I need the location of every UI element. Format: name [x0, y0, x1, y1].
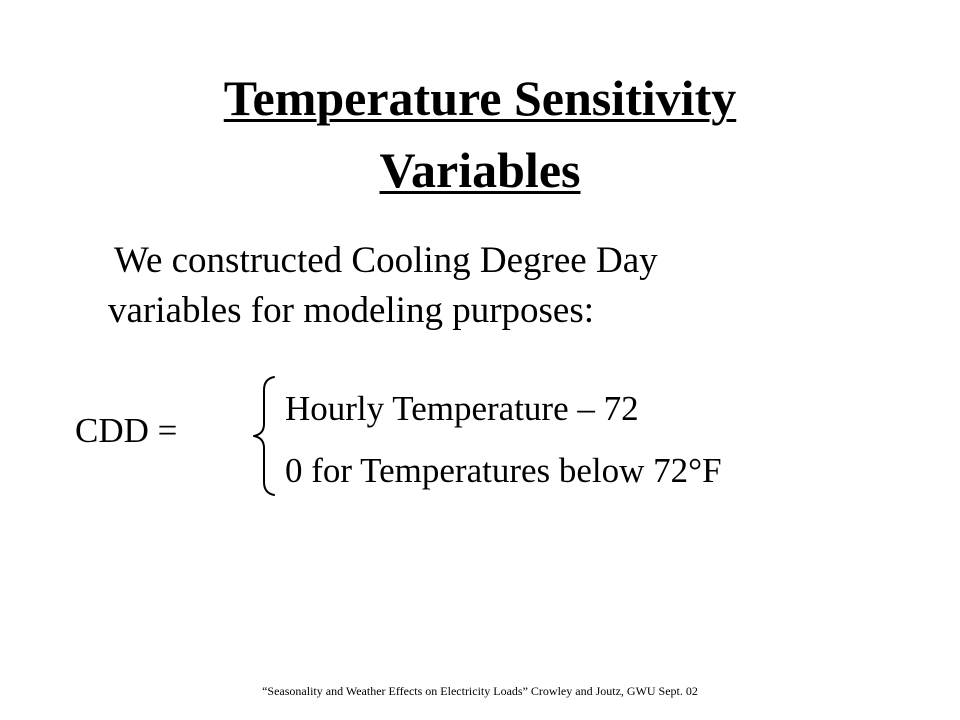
- title-line-2: Variables: [379, 142, 581, 198]
- cdd-case-hourly: Hourly Temperature – 72: [285, 389, 639, 428]
- cdd-case-zero: 0 for Temperatures below 72°F: [285, 451, 722, 490]
- slide-title: [80, 62, 880, 206]
- title-line-1: Temperature Sensitivity: [223, 70, 737, 126]
- cdd-label: CDD =: [75, 411, 178, 450]
- footer-citation: “Seasonality and Weather Effects on Electricity Loads” Crowley and Joutz, GWU Sept. 02: [262, 684, 698, 698]
- intro-line-1: We constructed Cooling Degree Day: [114, 240, 658, 281]
- intro-paragraph: [108, 236, 868, 336]
- intro-line-2: variables for modeling purposes:: [108, 290, 595, 331]
- left-brace-icon: [252, 374, 282, 498]
